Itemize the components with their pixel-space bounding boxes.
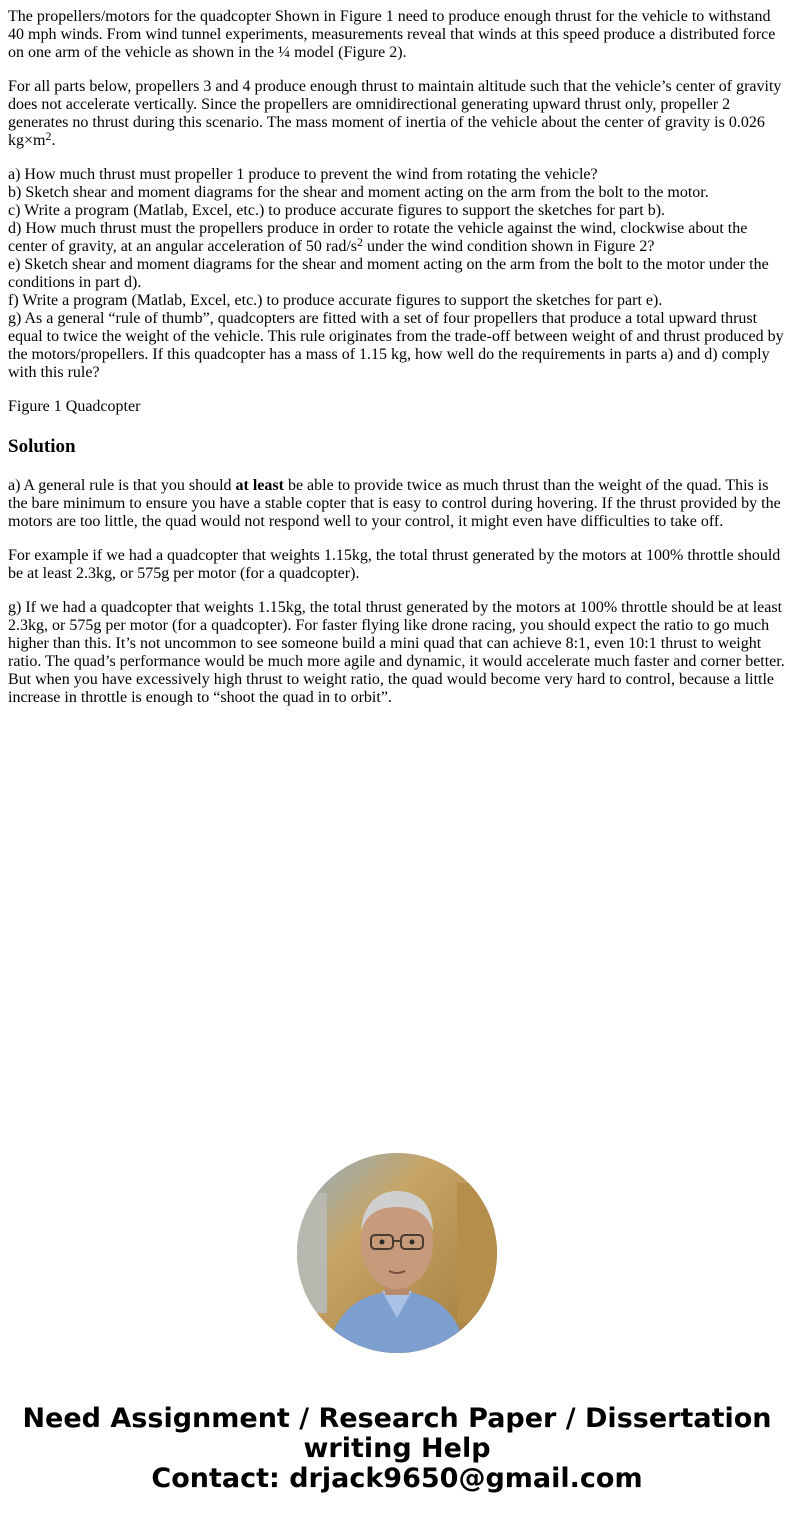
- promo-contact: Contact: drjack9650@gmail.com: [151, 1463, 643, 1494]
- solution-g: g) If we had a quadcopter that weights 1.15kg, the total thrust generated by the motors at 100% throttle should be at least 2.3kg, or 575g per motor (for a quadcopter). For faster flying like drone racing, you should expect the ratio to go much higher than this. It’s not uncommon to see someone build a mini quad that can achieve 8:1, even 10:1 thrust to weight ratio. The quad’s performance would be much more agile and dynamic, it would accelerate much faster and corner better. But when you have excessively high thrust to weight ratio, the quad would become very hard to control, because a little increase in throttle is enough to “shoot the quad in to orbit”.: [8, 599, 785, 706]
- solution-heading: Solution: [8, 436, 76, 457]
- question-c: c) Write a program (Matlab, Excel, etc.) to produce accurate figures to support the sketches for part b).: [8, 202, 666, 219]
- question-d-exponent: 2: [357, 235, 364, 249]
- solution-a-suffix: be able to provide twice as much thrust than the weight of the quad. This is the bare minimum to ensure you have a stable copter that is easy to control during hovering. If the thrust provided by the motors are too little, the quad would not respond well to your control, it might even have difficulties to take off.: [8, 477, 781, 530]
- question-d: [8, 220, 786, 256]
- conditions-exponent: 2: [45, 129, 52, 143]
- author-avatar: [297, 1153, 497, 1353]
- conditions-end: .: [51, 132, 56, 149]
- problem-conditions: [8, 78, 786, 150]
- question-a: a) How much thrust must propeller 1 produce to prevent the wind from rotating the vehicle?: [8, 166, 598, 183]
- avatar-portrait-icon: [297, 1153, 497, 1353]
- conditions-text: For all parts below, propellers 3 and 4 produce enough thrust to maintain altitude such that the vehicle’s center of gravity does not accelerate vertically. Since the propellers are omnidirectional generating upward thrust only, propeller 2 generates no thrust during this scenario. The mass moment of inertia of the vehicle about the center of gravity is 0.026 kg×m: [8, 78, 782, 149]
- question-d-end: under the wind condition shown in Figure 2?: [363, 238, 655, 255]
- promo-footer: [0, 1404, 794, 1494]
- solution-a-bold: at least: [235, 477, 284, 494]
- question-b: b) Sketch shear and moment diagrams for the shear and moment acting on the arm from the bolt to the motor.: [8, 184, 709, 201]
- solution-example: For example if we had a quadcopter that weights 1.15kg, the total thrust generated by the motors at 100% throttle should be at least 2.3kg, or 575g per motor (for a quadcopter).: [8, 547, 781, 582]
- problem-intro: The propellers/motors for the quadcopter Shown in Figure 1 need to produce enough thrust for the vehicle to withstand 40 mph winds. From wind tunnel experiments, measurements reveal that winds at this speed produce a distributed force on one arm of the vehicle as shown in the ¼ model (Figure 2).: [8, 8, 776, 61]
- question-e: e) Sketch shear and moment diagrams for the shear and moment acting on the arm from the bolt to the motor under the conditions in part d).: [8, 256, 769, 291]
- document-body: [8, 8, 786, 723]
- figure-caption: Figure 1 Quadcopter: [8, 398, 141, 415]
- promo-line-2: writing Help: [303, 1433, 491, 1464]
- solution-a: [8, 477, 786, 531]
- question-f: f) Write a program (Matlab, Excel, etc.) to produce accurate figures to support the sketches for part e).: [8, 292, 663, 309]
- question-d-text: d) How much thrust must the propellers produce in order to rotate the vehicle against the wind, clockwise about the center of gravity, at an angular acceleration of 50 rad/s: [8, 220, 748, 255]
- promo-line-1: Need Assignment / Research Paper / Dissertation: [22, 1403, 772, 1434]
- solution-a-prefix: a) A general rule is that you should: [8, 477, 236, 494]
- question-list: [8, 166, 786, 382]
- question-g: g) As a general “rule of thumb”, quadcopters are fitted with a set of four propellers that produce a total upward thrust equal to twice the weight of the vehicle. This rule originates from the trade-off between weight of and thrust produced by the motors/propellers. If this quadcopter has a mass of 1.15 kg, how well do the requirements in parts a) and d) comply with this rule?: [8, 310, 784, 381]
